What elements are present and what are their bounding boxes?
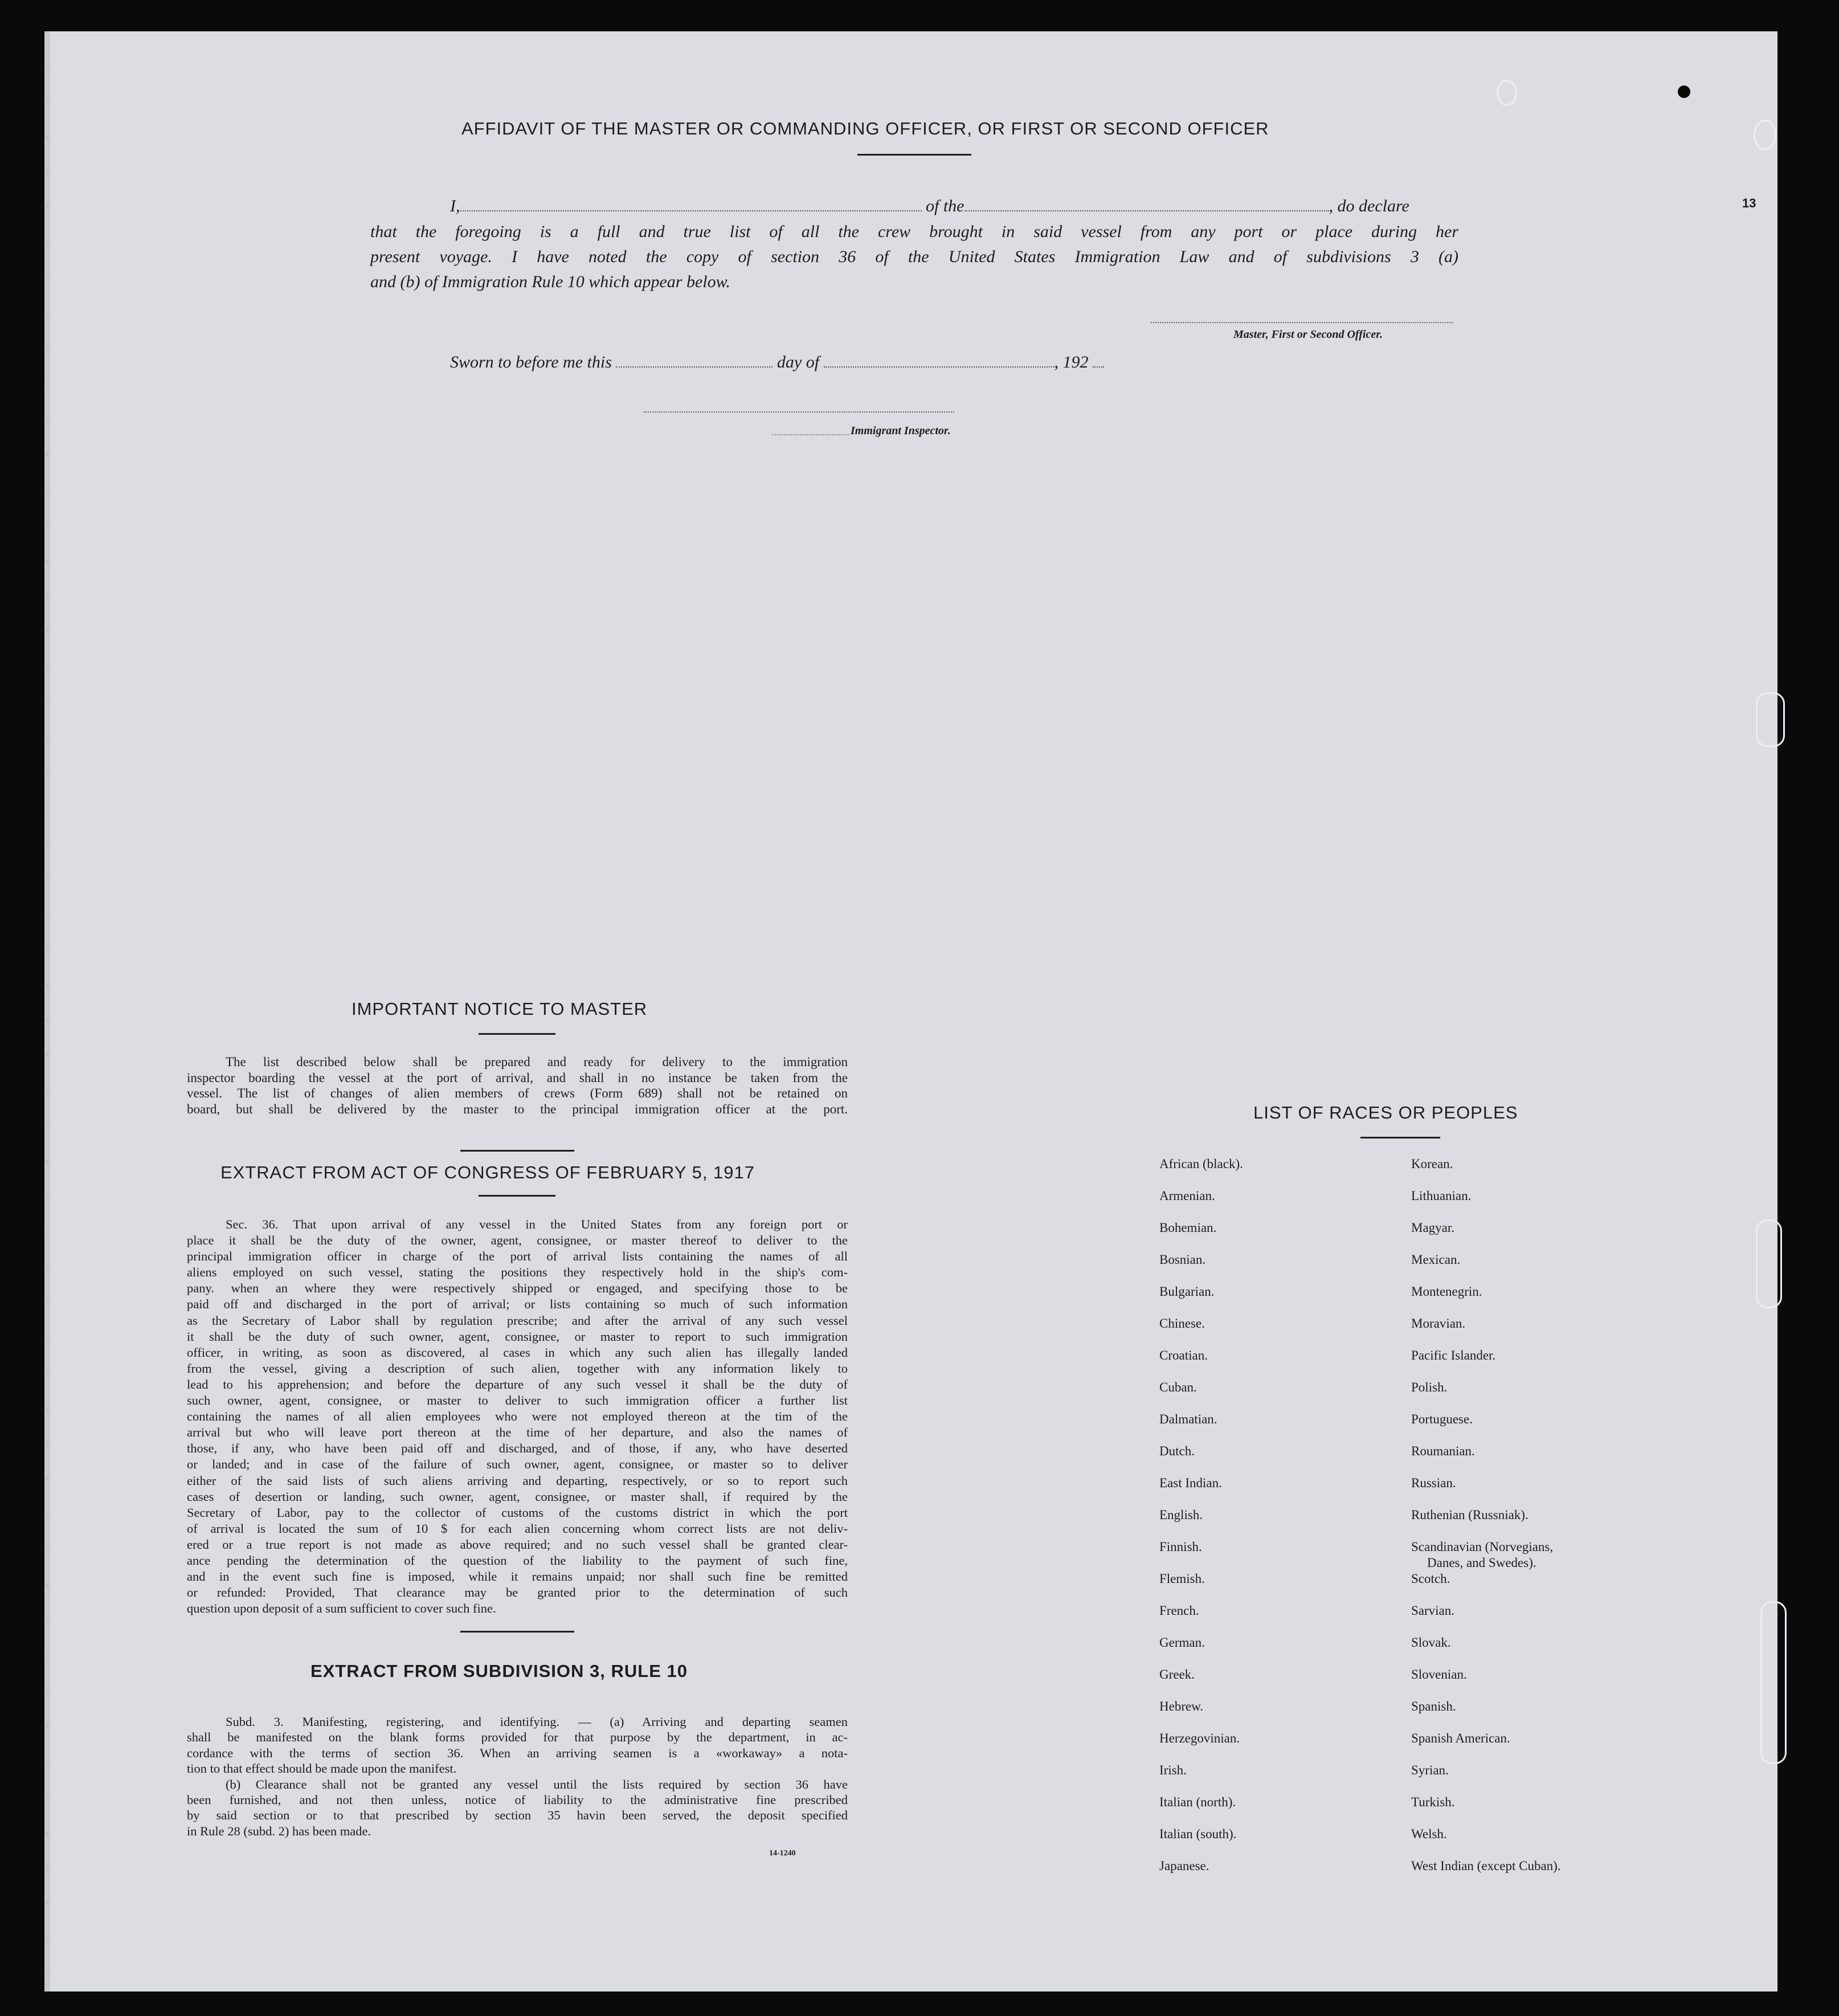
binding-hole (1803, 1355, 1818, 1379)
declare-suffix: , do declare (1329, 197, 1409, 215)
rule-line: cordance with the terms of section 36. When an arriving seamen is a «workaway» a nota- (187, 1745, 848, 1760)
declarant-name-field[interactable] (460, 210, 922, 211)
race-item: West Indian (except Cuban). (1411, 1859, 1561, 1873)
race-item: Russian. (1411, 1476, 1456, 1490)
race-item: Bohemian. (1159, 1221, 1217, 1235)
act-line: as the Secretary of Labor shall by regulation prescribe; and after the arrival of any such vessel (187, 1313, 848, 1328)
affidavit-title-rule (857, 154, 971, 156)
notice-line: board, but shall be delivered by the master to the principal immigration officer at the port. (187, 1101, 848, 1116)
rule-line: in Rule 28 (subd. 2) has been made. (187, 1823, 371, 1838)
race-item: Magyar. (1411, 1221, 1455, 1235)
race-item: Italian (north). (1159, 1795, 1236, 1809)
race-item: Finnish. (1159, 1540, 1202, 1554)
race-item: Syrian. (1411, 1763, 1449, 1777)
race-item: Portuguese. (1411, 1412, 1473, 1426)
race-item: Hebrew. (1159, 1699, 1204, 1713)
act-line: arrival but who will leave port thereon at the time of her departure, and also the names of (187, 1425, 848, 1440)
handwritten-mark (1756, 692, 1785, 747)
race-item: English. (1159, 1508, 1203, 1522)
races-title: LIST OF RACES OR PEOPLES (1253, 1103, 1518, 1123)
affidavit-body-line: that the foregoing is a full and true list of all the crew brought in said vessel from any port or place during her (370, 222, 1458, 241)
act-line: question upon deposit of a sum sufficient to cover such fine. (187, 1601, 496, 1616)
race-item: Chinese. (1159, 1316, 1205, 1331)
act-line: either of the said lists of such aliens arriving and departing, respectively, or so to report such (187, 1473, 848, 1488)
document-page (46, 31, 1777, 1991)
race-item: Dalmatian. (1159, 1412, 1217, 1426)
act-line: it shall be the duty of such owner, agent, consignee, or master to report to such immigration (187, 1329, 848, 1344)
race-item: Welsh. (1411, 1827, 1447, 1841)
affidavit-body-line: present voyage. I have noted the copy of section 36 of the United States Immigration Law and of subdivisions 3 (a) (370, 247, 1458, 266)
rule-line: been furnished, and not then unless, notice of liability to the administrative fine prescribed (187, 1793, 848, 1807)
act-line: place it shall be the duty of the owner, agent, consignee, or master thereof to deliver to the (187, 1233, 848, 1248)
handwritten-mark (1756, 1219, 1782, 1308)
binding-hole (1678, 85, 1690, 98)
race-item: Spanish American. (1411, 1731, 1510, 1745)
inspector-signature-line[interactable] (644, 411, 954, 413)
act-line: cases of desertion or landing, such owner, agent, consignee, or master shall, if required by the (187, 1489, 848, 1504)
notice-line: vessel. The list of changes of alien members of crews (Form 689) shall not be retained on (187, 1086, 848, 1100)
race-item: Italian (south). (1159, 1827, 1237, 1841)
race-item: Armenian. (1159, 1189, 1215, 1203)
extract-rule-title: EXTRACT FROM SUBDIVISION 3, RULE 10 (310, 1661, 688, 1681)
sworn-line (450, 350, 1104, 375)
page-binding-edge (44, 31, 50, 1991)
act-line: principal immigration officer in charge of the port of arrival lists containing the names of all (187, 1249, 848, 1264)
extract-rule-text (187, 1714, 848, 1839)
race-item: Dutch. (1159, 1444, 1195, 1458)
extract-act-title: EXTRACT FROM ACT OF CONGRESS OF FEBRUARY 5, 1917 (220, 1162, 755, 1182)
sworn-day-of: day of (777, 353, 820, 372)
race-item: Sarvian. (1411, 1603, 1455, 1618)
section-divider (460, 1150, 574, 1152)
act-line: or landed; and in case of the failure of such owner, agent, consignee, or master so to deliver (187, 1457, 848, 1472)
notice-line: inspector boarding the vessel at the port of arrival, and shall in no instance be taken from the (187, 1070, 848, 1085)
officer-signature-line[interactable] (1151, 322, 1453, 323)
affidavit-declaration-line (450, 194, 1458, 219)
race-item: Cuban. (1159, 1380, 1197, 1394)
race-item: Bulgarian. (1159, 1284, 1215, 1299)
affidavit-title: AFFIDAVIT OF THE MASTER OR COMMANDING OFFICER, OR FIRST OR SECOND OFFICER (461, 119, 1269, 138)
race-item: Japanese. (1159, 1859, 1209, 1873)
act-line: ered or a true report is not made as above required; and no such vessel shall be granted clear- (187, 1537, 848, 1552)
act-line: officer, in writing, as soon as discovered, al cases in which any such alien has illegally landed (187, 1345, 848, 1360)
vessel-name-field[interactable] (965, 210, 1329, 211)
act-line: of arrival is located the sum of 10 $ for each alien concerning whom correct lists are not deliv- (187, 1521, 848, 1536)
extract-act-text (187, 1217, 848, 1617)
sworn-year-prefix: , 192 (1054, 353, 1089, 372)
margin-number: 13 (1742, 196, 1756, 210)
race-item: East Indian. (1159, 1476, 1222, 1490)
sworn-year-field[interactable] (1093, 366, 1104, 368)
act-line: such owner, agent, consignee, or master to deliver to such immigration officer a further list (187, 1393, 848, 1408)
extract-act-title-rule (479, 1195, 555, 1197)
race-item: Herzegovinian. (1159, 1731, 1240, 1745)
race-item: Lithuanian. (1411, 1189, 1472, 1203)
race-item: Roumanian. (1411, 1444, 1475, 1458)
rule-line: (b) Clearance shall not be granted any vessel until the lists required by section 36 have (226, 1777, 848, 1791)
race-item: Mexican. (1411, 1252, 1461, 1267)
vessel-prefix: of the (926, 197, 965, 215)
act-line: pany. when an where they were respectively shipped or engaged, and specifying those to be (187, 1281, 848, 1296)
act-line: ance pending the determination of the question of the liability to the payment of such fine, (187, 1553, 848, 1568)
race-item: Croatian. (1159, 1348, 1208, 1362)
race-item: Scandinavian (Norvegians, (1411, 1540, 1554, 1554)
race-item: Bosnian. (1159, 1252, 1206, 1267)
races-title-rule (1360, 1137, 1440, 1138)
rule-line: by said section or to that prescribed by section 35 havin been served, the deposit specified (187, 1808, 848, 1823)
form-number: 14-1240 (769, 1849, 796, 1858)
punch-hole (1497, 80, 1517, 106)
act-line: Sec. 36. That upon arrival of any vessel in the United States from any foreign port or (226, 1217, 848, 1231)
affidavit-body-line: and (b) of Immigration Rule 10 which appear below. (370, 272, 730, 291)
declarant-prefix: I, (450, 197, 460, 215)
race-item: Greek. (1159, 1667, 1195, 1682)
act-line: aliens employed on such vessel, stating the positions they respectively hold in the ship's com- (187, 1265, 848, 1280)
race-item: Turkish. (1411, 1795, 1455, 1809)
rule-line: Subd. 3. Manifesting, registering, and identifying. — (a) Arriving and departing seamen (226, 1715, 848, 1729)
rule-line: shall be manifested on the blank forms provided for that purpose by the department, in ac- (187, 1730, 848, 1745)
act-line: and in the event such fine is imposed, while it remains unpaid; nor shall such fine be remitted (187, 1569, 848, 1584)
act-line: containing the names of all alien employees who were not employed thereon at the tim of the (187, 1409, 848, 1424)
act-line: lead to his apprehension; and before the departure of any such vessel it shall be the duty of (187, 1377, 848, 1391)
race-item: Slovak. (1411, 1635, 1451, 1650)
handwritten-mark (1760, 1601, 1787, 1764)
act-line: those, if any, who have been paid off and discharged, and of those, if any, who have deserted (187, 1441, 848, 1456)
race-item: Moravian. (1411, 1316, 1466, 1331)
act-line: Secretary of Labor, pay to the collector of customs of the customs district in which the port (187, 1505, 848, 1520)
notice-title: IMPORTANT NOTICE TO MASTER (352, 999, 648, 1019)
race-item: Pacific Islander. (1411, 1348, 1496, 1362)
notice-text (187, 1054, 848, 1117)
race-item: African (black). (1159, 1157, 1243, 1171)
race-item: Scotch. (1411, 1572, 1450, 1586)
race-item: Flemish. (1159, 1572, 1205, 1586)
race-item: Slovenian. (1411, 1667, 1467, 1682)
sworn-month-field[interactable] (824, 366, 1055, 368)
inspector-label: Immigrant Inspector. (851, 425, 951, 437)
affidavit-body (370, 219, 1458, 295)
race-item: Polish. (1411, 1380, 1448, 1394)
officer-signature-label: Master, First or Second Officer. (1233, 328, 1383, 341)
race-item: Irish. (1159, 1763, 1187, 1777)
sworn-day-field[interactable] (616, 366, 773, 368)
race-item: Montenegrin. (1411, 1284, 1482, 1299)
notice-line: The list described below shall be prepared and ready for delivery to the immigration (226, 1055, 848, 1069)
inspector-signature-dots (772, 434, 849, 435)
race-item: Spanish. (1411, 1699, 1456, 1713)
act-line: from the vessel, giving a description of such alien, together with any information likely to (187, 1361, 848, 1376)
act-line: paid off and discharged in the port of arrival; or lists containing so much of such information (187, 1297, 848, 1312)
race-item-continued: Danes, and Swedes). (1427, 1556, 1536, 1570)
race-item: German. (1159, 1635, 1205, 1650)
sworn-prefix: Sworn to before me this (450, 353, 612, 372)
notice-title-rule (479, 1033, 555, 1035)
rule-line: tion to that effect should be made upon the manifest. (187, 1761, 457, 1776)
section-divider (460, 1631, 574, 1633)
race-item: French. (1159, 1603, 1199, 1618)
act-line: or refunded: Provided, That clearance may be granted prior to the determination of such (187, 1585, 848, 1600)
race-item: Korean. (1411, 1157, 1453, 1171)
race-item: Ruthenian (Russniak). (1411, 1508, 1529, 1522)
punch-hole (1754, 120, 1776, 150)
